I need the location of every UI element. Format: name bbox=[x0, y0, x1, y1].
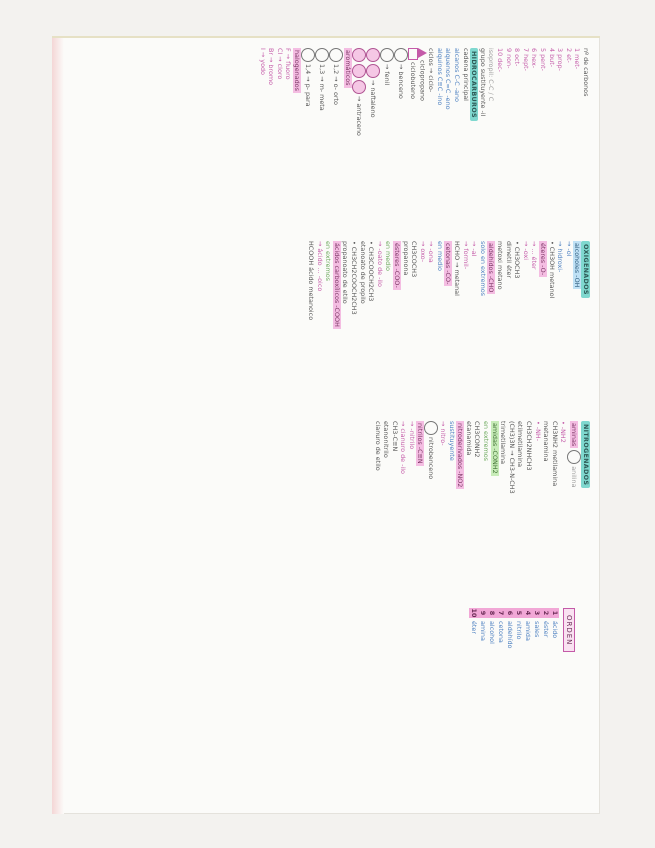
carbon-prefix-9: 9 non- bbox=[504, 48, 513, 69]
orden-item-label: éter bbox=[470, 621, 478, 634]
orden-item bbox=[550, 608, 559, 652]
oxigenados-header: OXIGENADOS bbox=[581, 241, 590, 298]
aldehido-rule-2: → formil- bbox=[461, 241, 470, 270]
orden-item bbox=[487, 608, 496, 652]
ester-example-2-name: propanoato de etilo bbox=[341, 241, 350, 304]
orden-item bbox=[523, 608, 532, 652]
ester-rule: → -oato de -ilo bbox=[375, 241, 384, 287]
aminas-heading: aminas bbox=[570, 423, 579, 447]
alquenos-rule: alquenos C=C -eno bbox=[444, 48, 453, 110]
carbon-prefix-5: 5 pent- bbox=[539, 48, 548, 71]
notes-sheet bbox=[52, 36, 600, 814]
orden-item-number: 7 bbox=[496, 608, 505, 618]
orden-item bbox=[514, 608, 523, 652]
eter-rule-1: → ... éter bbox=[530, 241, 539, 270]
orden-item-number: 10 bbox=[470, 608, 478, 618]
naphthalene-icon bbox=[366, 48, 380, 62]
amina-example-3-name: trimetilamina bbox=[499, 421, 508, 465]
carbon-prefix-6: 6 hex- bbox=[530, 48, 539, 69]
ester-example-1-name: etanoato de propilo bbox=[358, 241, 367, 304]
ciclos-rule: ciclos → ciclo- bbox=[427, 48, 436, 93]
nitrogenados-header: NITROGENADOS bbox=[581, 421, 590, 488]
aromaticos-heading: aromáticos bbox=[343, 50, 352, 86]
amidas-heading: amidas -CONH2 bbox=[490, 423, 499, 474]
orden-item-label: aldehído bbox=[506, 621, 514, 649]
orden-item bbox=[505, 608, 514, 652]
orden-item-number: 6 bbox=[505, 608, 514, 618]
nitro-example: nitrobenceno bbox=[427, 437, 436, 480]
orden-item bbox=[478, 608, 487, 652]
carbon-prefix-1: 1 met- bbox=[573, 48, 582, 70]
acido-note: en extremos bbox=[324, 241, 333, 282]
nitrilos-heading: nitrilos -C≡N bbox=[416, 423, 425, 464]
orden-item-label: ácido bbox=[551, 621, 559, 639]
orden-item-number: 9 bbox=[478, 608, 487, 618]
sheet-edge bbox=[52, 36, 64, 814]
eter-rule-2: → -oxi bbox=[521, 241, 530, 261]
alcohol-rule-2: → hidroxi- bbox=[556, 241, 565, 273]
carbon-prefix-8: 8 oct- bbox=[513, 48, 522, 67]
isopropil-note: isopropil: C-C / C bbox=[487, 48, 496, 102]
ciclopropano: ciclopropano bbox=[418, 60, 427, 101]
alcanos-rule: alcanos C-C -ano bbox=[453, 48, 462, 102]
cetona-rule-2: → oxo- bbox=[418, 241, 427, 263]
orden-item-number: 8 bbox=[487, 608, 496, 618]
nitrilo-rule-2: → cianuro de -ilo bbox=[399, 421, 408, 474]
nitro-note: sustituyente bbox=[447, 421, 456, 461]
nitrilo-example-name-2: cianuro de etilo bbox=[373, 421, 382, 471]
orden-item-label: éster bbox=[542, 621, 550, 638]
hidrocarburos-header: HIDROCARBUROS bbox=[470, 48, 479, 121]
orden-item-number: 2 bbox=[541, 608, 550, 618]
oxigenados-column bbox=[306, 241, 590, 329]
orden-item-label: sales bbox=[533, 621, 541, 638]
nitrogenados-column bbox=[373, 421, 590, 494]
aldehido-rule-1: → -al bbox=[470, 241, 479, 257]
meta-rule: 1,3 → m- meta bbox=[318, 64, 327, 111]
nitrilo-example-name-1: etanonitrilo bbox=[382, 421, 391, 458]
phenyl-icon bbox=[380, 48, 394, 62]
aniline-ring-icon bbox=[567, 450, 581, 464]
amida-example-name: etanamida bbox=[464, 421, 473, 456]
anthracene-icon-3 bbox=[352, 80, 366, 94]
alcoholes-heading: alcoholes -OH bbox=[573, 243, 582, 288]
benceno: → benceno bbox=[396, 64, 405, 99]
carbon-prefix-4: 4 but- bbox=[547, 48, 556, 68]
triangle-icon bbox=[418, 48, 427, 58]
para-icon bbox=[301, 48, 315, 62]
meta-icon bbox=[315, 48, 329, 62]
carbon-count-title: nº de carbonos bbox=[582, 48, 590, 97]
alquinos-rule: alquinos C≡C -ino bbox=[435, 48, 444, 106]
nitro-rule: → nitro- bbox=[439, 421, 448, 446]
nitrilo-rule-1: → -nitrilo bbox=[407, 421, 416, 450]
amina-example-3: (CH3)3N → CH3-N-CH3 bbox=[507, 421, 516, 494]
cetona-example: CH3COCH3 bbox=[410, 241, 419, 278]
anthracene-icon-2 bbox=[352, 64, 366, 78]
cadena-principal: cadena principal bbox=[461, 48, 470, 101]
orden-item bbox=[532, 608, 541, 652]
acidos-heading: ácidos carboxílicos -COOH bbox=[332, 243, 341, 327]
eter-example: • CH3OCH3 bbox=[513, 241, 522, 279]
orden-item-label: cetona bbox=[497, 621, 505, 643]
amina-example-2: CH3CH2NHCH3 bbox=[525, 421, 534, 471]
amina-rule-1: • -NH2 bbox=[559, 421, 568, 443]
naftaleno: → naftaleno bbox=[368, 80, 377, 118]
amida-note: en extremos bbox=[482, 421, 491, 462]
anthracene-icon bbox=[352, 48, 366, 62]
ciclobuteno: ciclobuteno bbox=[408, 62, 417, 99]
sheet-top-edge bbox=[52, 36, 600, 38]
sustituyente-note: grupo sustituyente -il bbox=[478, 48, 487, 117]
carbon-prefix-2: 2 et- bbox=[564, 48, 573, 63]
rotated-notes bbox=[52, 36, 600, 814]
cetona-example-name: propanona bbox=[401, 241, 410, 276]
halogenados-heading: halogenados bbox=[293, 50, 302, 91]
nitro-heading: nitroderivados -NO2 bbox=[456, 423, 465, 488]
cetonas-heading: cetonas -CO- bbox=[444, 243, 453, 285]
acido-example: HCOOH ácido metanoico bbox=[307, 241, 315, 321]
orden-title: ORDEN bbox=[563, 608, 575, 652]
orden-item-number: 4 bbox=[523, 608, 532, 618]
nitrilo-example: CH3-C≡N bbox=[390, 421, 399, 452]
para-rule: 1,4 → p- para bbox=[304, 64, 313, 107]
cetona-rule-1: → -ona bbox=[427, 241, 436, 263]
amina-example-1-name: metanamina bbox=[542, 421, 551, 462]
halogen-cloro: Cl → cloro bbox=[275, 48, 284, 80]
aldehido-note: solo en extremos bbox=[478, 241, 487, 296]
antraceno: → antraceno bbox=[354, 96, 363, 136]
eter-example-name-2: metoxi metano bbox=[496, 241, 505, 290]
square-icon bbox=[408, 48, 418, 60]
orden-list bbox=[469, 608, 559, 652]
fenil: → fenil bbox=[382, 64, 391, 86]
eter-example-name-1: dimetil éter bbox=[504, 241, 513, 279]
orden-item bbox=[496, 608, 505, 652]
alcohol-rule-1: → -ol bbox=[564, 241, 573, 257]
ester-note: en medio bbox=[384, 241, 393, 271]
aldehido-example: HCHO → metanal bbox=[453, 241, 462, 296]
carbon-prefix-10: 10 dec- bbox=[496, 48, 505, 72]
aldehidos-heading: aldehídos -CHO bbox=[487, 243, 496, 293]
anilina-label: anilina bbox=[570, 466, 579, 488]
orden-item-number: 1 bbox=[550, 608, 559, 618]
orden-item-label: alcohol bbox=[488, 621, 496, 644]
hidrocarburos-column bbox=[258, 48, 590, 136]
amina-example-1: CH3NH2 metilamina bbox=[550, 421, 559, 487]
orden-item-label: amida bbox=[524, 621, 532, 641]
ester-example-1: • CH3COOCH2CH3 bbox=[367, 241, 376, 302]
orden-item-number: 3 bbox=[532, 608, 541, 618]
orto-rule: 1,2 → o- orto bbox=[332, 64, 341, 105]
orden-item-label: amina bbox=[479, 621, 487, 641]
orden-item bbox=[469, 608, 478, 652]
orden-panel bbox=[469, 608, 582, 652]
cetona-note: en medio bbox=[435, 241, 444, 271]
halogen-fluoro: F → fluoro bbox=[284, 48, 293, 80]
orden-item bbox=[541, 608, 550, 652]
carbon-prefix-3: 3 prop- bbox=[556, 48, 565, 71]
halogen-yodo: I → yodo bbox=[258, 48, 267, 75]
halogen-bromo: Br → bromo bbox=[267, 48, 276, 86]
nitrobenzene-ring-icon bbox=[425, 421, 439, 435]
acido-rule: → ácido ... -oico bbox=[315, 241, 324, 292]
orden-item-number: 5 bbox=[514, 608, 523, 618]
benzene-icon bbox=[394, 48, 408, 62]
amina-rule-2: • -NH- bbox=[533, 421, 542, 441]
ester-example-2: • CH3CH2COOCH2CH3 bbox=[349, 241, 358, 315]
esteres-heading: ésteres -COO- bbox=[392, 243, 401, 288]
orden-item-label: nitrilo bbox=[515, 621, 523, 640]
amina-example-2-name: etilmetilamina bbox=[516, 421, 525, 468]
orto-icon bbox=[329, 48, 343, 62]
naphthalene-icon-2 bbox=[366, 64, 380, 78]
carbon-prefix-7: 7 hept- bbox=[521, 48, 530, 71]
eteres-heading: éteres -O- bbox=[539, 243, 548, 276]
alcohol-example: • CH3OH metanol bbox=[547, 241, 556, 299]
amida-example: CH3CONH2 bbox=[473, 421, 482, 458]
